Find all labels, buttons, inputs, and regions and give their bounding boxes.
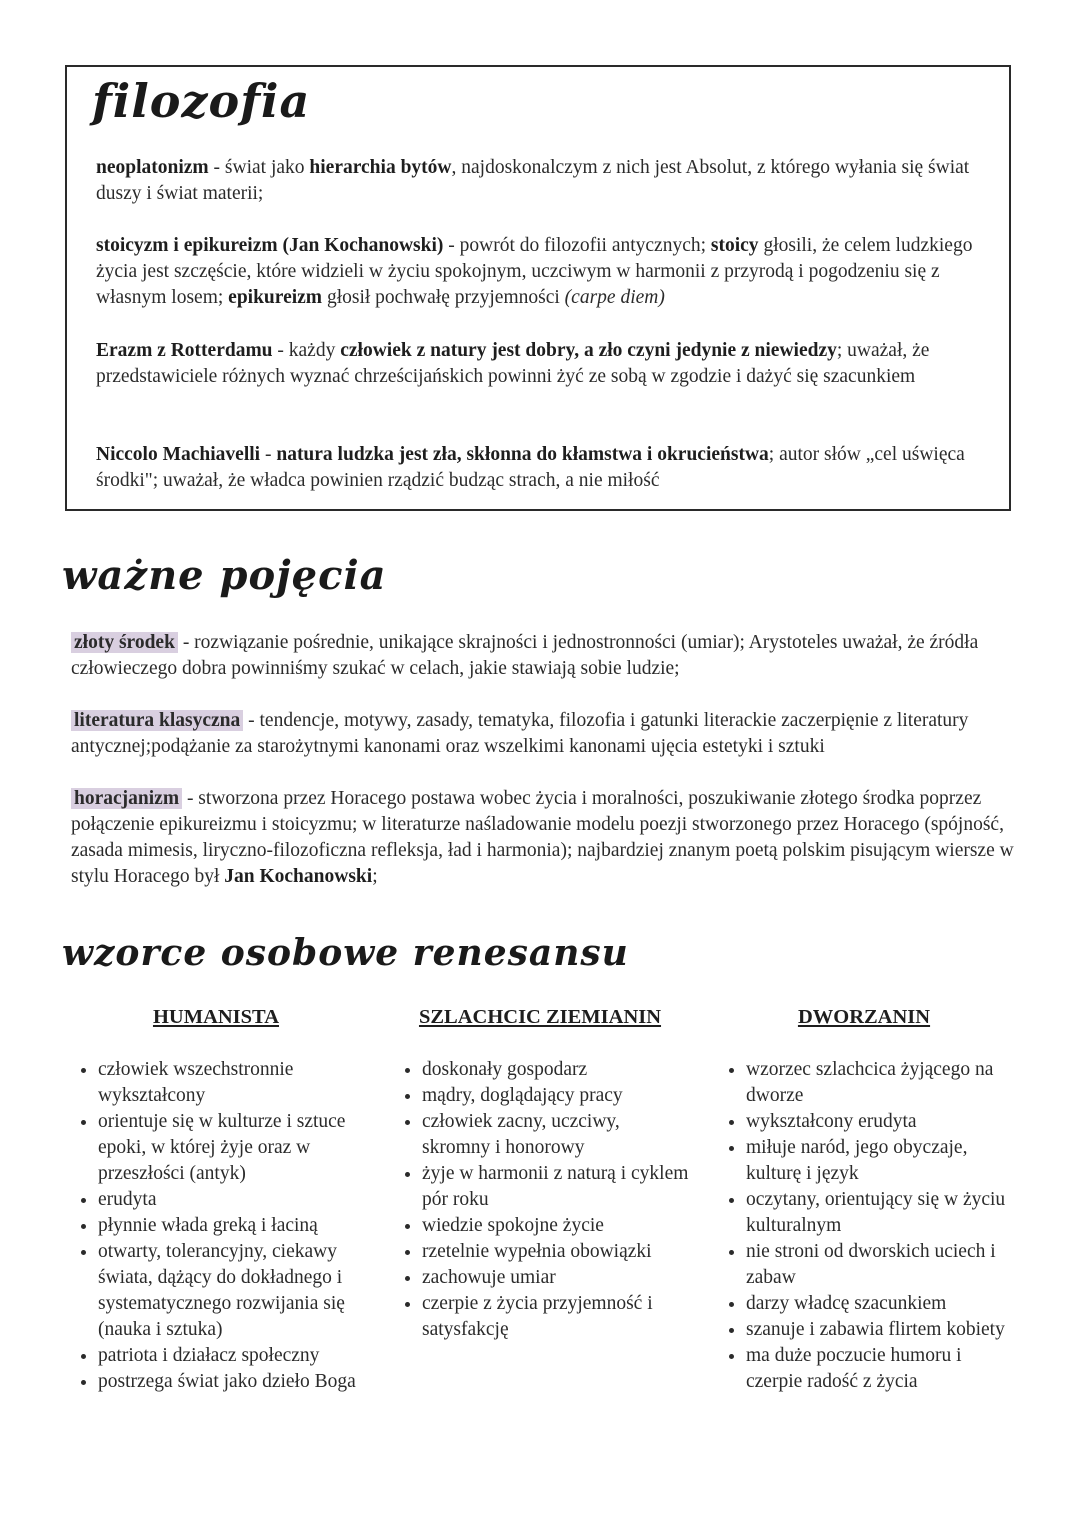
list-item: • zachowuje umiar xyxy=(422,1265,690,1291)
machiavelli-text: - xyxy=(260,444,277,465)
horatianism-paragraph xyxy=(71,786,1021,890)
neoplatonism-term: neoplatonizm xyxy=(96,157,209,178)
machiavelli-text-2: ; autor słów „cel uświęca środki"; uważał, że władca powinien rządzić budząc strach, a nie miłość xyxy=(96,444,965,491)
models-title: wzorce osobowe renesansu xyxy=(62,932,629,974)
classical-lit-paragraph xyxy=(71,708,1021,760)
list-item: • wzorzec szlachcica żyjącego na dworze xyxy=(746,1057,1014,1109)
erasmus-text: - każdy xyxy=(272,340,341,361)
neoplatonism-text-2: , najdoskonalczym z nich jest Absolut, z którego wyłania się świat duszy i świat materii; xyxy=(96,157,970,204)
horatianism-text-2: ; xyxy=(372,866,378,887)
list-item: • darzy władcę szacunkiem xyxy=(746,1291,1014,1317)
stoicism-text-2: głosili, że celem ludzkiego życia jest szczęście, które widzieli w życiu spokojnym, uczciwym w harmonii z przyrodą i pogodzeniu się z własnym losem; xyxy=(96,235,973,308)
list-item: • nie stroni od dworskich uciech i zabaw xyxy=(746,1239,1014,1291)
golden-mean-text: - rozwiązanie pośrednie, unikające skrajności i jednostronności (umiar); Arystoteles uważał, że źródła człowieczego dobra powinniśmy szukać w celach, jakie stawiają sobie ludzie; xyxy=(71,632,979,679)
golden-mean-term: złoty środek xyxy=(71,632,178,653)
courtier-heading: DWORZANIN xyxy=(797,1006,931,1028)
list-item: • otwarty, tolerancyjny, ciekawy świata, dążący do dokładnego i systematycznego rozwijania się (nauka i sztuka) xyxy=(98,1239,366,1343)
list-item: • żyje w harmonii z naturą i cyklem pór roku xyxy=(422,1161,690,1213)
neoplatonism-text: - świat jako xyxy=(208,157,310,178)
stoicism-term: stoicyzm i epikureizm (Jan Kochanowski) xyxy=(96,235,444,256)
stoicism-bold-2: epikureizm xyxy=(228,287,323,308)
list-item: • mądry, doglądający pracy xyxy=(422,1083,690,1109)
golden-mean-paragraph xyxy=(71,630,1021,682)
courtier-list xyxy=(714,1057,1014,1395)
landowner-column xyxy=(390,1006,690,1343)
list-item: • człowiek wszechstronnie wykształcony xyxy=(98,1057,366,1109)
erasmus-bold: człowiek z natury jest dobry, a zło czyni jedynie z niewiedzy xyxy=(340,340,837,361)
list-item: • oczytany, orientujący się w życiu kulturalnym xyxy=(746,1187,1014,1239)
horatianism-text: - stworzona przez Horacego postawa wobec życia i moralności, poszukiwanie złotego środka poprzez połączenie epikureizmu i stoicyzmu; w literaturze naśladowanie modelu poezji stworzonego przez Horacego (spójność, zasada mimesis, liryczno-filozoficzna refleksja, ład i harmonia); najbardziej znanym poetą polskim pisującym wiersze w stylu Horacego był xyxy=(71,788,1014,887)
list-item: • doskonały gospodarz xyxy=(422,1057,690,1083)
list-item: • czerpie z życia przyjemność i satysfakcję xyxy=(422,1291,690,1343)
list-item: • postrzega świat jako dzieło Boga xyxy=(98,1369,366,1395)
classical-lit-term: literatura klasyczna xyxy=(71,710,243,731)
landowner-heading: SZLACHCIC ZIEMIANIN xyxy=(418,1006,662,1028)
erasmus-term: Erazm z Rotterdamu xyxy=(96,340,273,361)
erasmus-paragraph xyxy=(96,338,986,390)
list-item: • szanuje i zabawia flirtem kobiety xyxy=(746,1317,1014,1343)
list-item: • człowiek zacny, uczciwy, skromny i honorowy xyxy=(422,1109,690,1161)
stoicism-bold: stoicy xyxy=(710,235,759,256)
machiavelli-paragraph xyxy=(96,442,986,494)
list-item: • płynnie włada greką i łaciną xyxy=(98,1213,366,1239)
list-item: • ma duże poczucie humoru i czerpie radość z życia xyxy=(746,1343,1014,1395)
machiavelli-bold: natura ludzka jest zła, skłonna do kłamstwa i okrucieństwa xyxy=(276,444,769,465)
carpe-diem: (carpe diem) xyxy=(564,287,665,308)
philosophy-title: filozofia xyxy=(92,74,311,128)
classical-lit-text: - tendencje, motywy, zasady, tematyka, filozofia i gatunki literackie zaczerpięnie z literatury antycznej;podążanie za starożytnymi kanonami oraz wszelkimi kanonami ujęcia estetyki i sztuki xyxy=(71,710,969,757)
neoplatonism-paragraph xyxy=(96,155,986,207)
list-item: • rzetelnie wypełnia obowiązki xyxy=(422,1239,690,1265)
stoicism-text: - powrót do filozofii antycznych; xyxy=(443,235,711,256)
list-item: • miłuje naród, jego obyczaje, kulturę i język xyxy=(746,1135,1014,1187)
concepts-title: ważne pojęcia xyxy=(62,552,387,599)
horatianism-term: horacjanizm xyxy=(71,788,182,809)
humanist-list xyxy=(66,1057,366,1395)
humanist-column xyxy=(66,1006,366,1395)
list-item: • patriota i działacz społeczny xyxy=(98,1343,366,1369)
stoicism-paragraph xyxy=(96,233,986,311)
courtier-column xyxy=(714,1006,1014,1395)
list-item: • orientuje się w kulturze i sztuce epoki, w której żyje oraz w przeszłości (antyk) xyxy=(98,1109,366,1187)
erasmus-text-2: ; uważał, że przedstawiciele różnych wyznać chrześcijańskich powinni żyć ze sobą w zgodzie i dażyć się szacunkiem xyxy=(96,340,930,387)
stoicism-text-3: głosił pochwałę przyjemności xyxy=(322,287,565,308)
list-item: • wiedzie spokojne życie xyxy=(422,1213,690,1239)
humanist-heading: HUMANISTA xyxy=(152,1006,280,1028)
horatianism-bold: Jan Kochanowski xyxy=(224,866,373,887)
machiavelli-term: Niccolo Machiavelli xyxy=(96,444,261,465)
list-item: • wykształcony erudyta xyxy=(746,1109,1014,1135)
neoplatonism-bold: hierarchia bytów xyxy=(309,157,452,178)
list-item: • erudyta xyxy=(98,1187,366,1213)
landowner-list xyxy=(390,1057,690,1343)
